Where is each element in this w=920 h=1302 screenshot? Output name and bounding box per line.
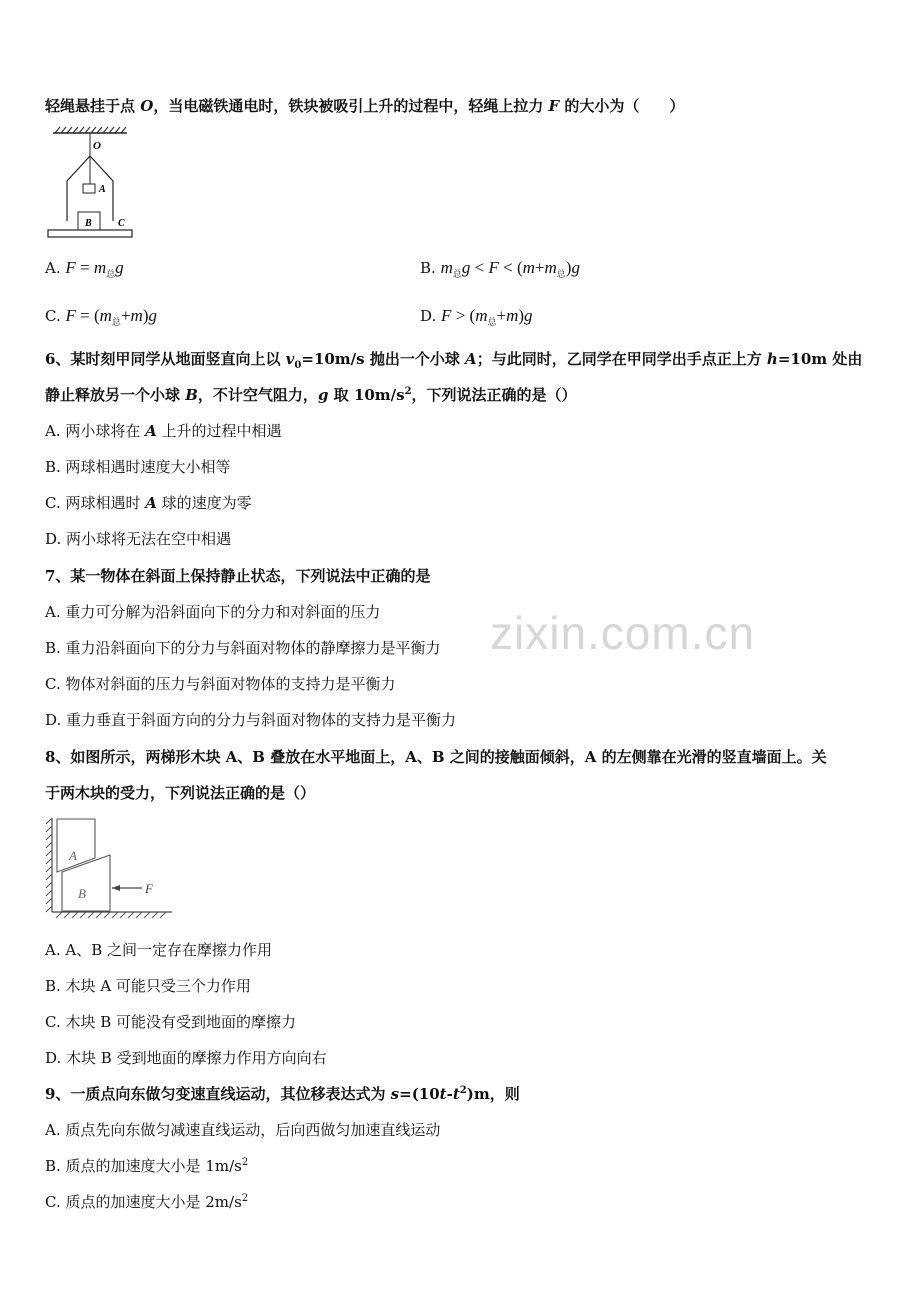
q6-option-a-text: A. 两小球将在 bbox=[45, 422, 146, 440]
q6-g: g bbox=[317, 386, 329, 404]
q5-stem-text2: ，当电磁铁通电时，铁块被吸引上升的过程中，轻绳上拉力 bbox=[153, 97, 549, 115]
q5-option-b-letter: B. bbox=[420, 259, 436, 277]
q8-stem-line1: 8、如图所示，两梯形木块 A、B 叠放在水平地面上，A、B 之间的接触面倾斜，A 的左侧靠在光滑的竖直墙面上。关 bbox=[45, 748, 827, 766]
q5-option-b[interactable] bbox=[420, 258, 580, 284]
q5-option-d-formula: $F > (m_总+m)g$ bbox=[441, 306, 533, 327]
q9-minus: - bbox=[446, 1085, 453, 1103]
q6-option-a[interactable] bbox=[45, 421, 282, 441]
q9-text: )m，则 bbox=[466, 1085, 520, 1103]
q5-option-b-formula: $m_总g < F < (m+m_总)g$ bbox=[440, 258, 580, 279]
q5-fig-label-C: C bbox=[118, 218, 125, 229]
q6-text: ，下列说法正确的是（） bbox=[411, 386, 577, 404]
q6-option-c-text2: 球的速度为零 bbox=[156, 494, 252, 512]
q5-stem bbox=[45, 96, 684, 116]
q6-text: =10m 处由 bbox=[777, 350, 863, 368]
q9-option-a[interactable]: A. 质点先向东做匀减速直线运动，后向西做匀加速直线运动 bbox=[45, 1121, 441, 1139]
q9-text: 9、一质点向东做匀变速直线运动，其位移表达式为 bbox=[45, 1085, 391, 1103]
q5-fig-label-O: O bbox=[93, 140, 101, 152]
q6-ballA: A bbox=[465, 350, 477, 368]
q7-option-c[interactable]: C. 物体对斜面的压力与斜面对物体的支持力是平衡力 bbox=[45, 675, 396, 693]
q6-ballB: B bbox=[185, 386, 198, 404]
q6-v0-sub: 0 bbox=[294, 360, 302, 371]
q8-option-a[interactable]: A. A、B 之间一定存在摩擦力作用 bbox=[45, 941, 272, 959]
q8-option-d[interactable]: D. 木块 B 受到地面的摩擦力作用方向向右 bbox=[45, 1049, 327, 1067]
q8-option-c[interactable]: C. 木块 B 可能没有受到地面的摩擦力 bbox=[45, 1013, 297, 1031]
q5-fig-label-A: A bbox=[99, 184, 106, 195]
q5-stem-text: 轻绳悬挂于点 bbox=[45, 97, 141, 115]
q6-option-a-A: A bbox=[145, 422, 157, 440]
q6-option-d[interactable]: D. 两小球将无法在空中相遇 bbox=[45, 530, 232, 548]
q7-stem: 7、某一物体在斜面上保持静止状态，下列说法中正确的是 bbox=[45, 567, 431, 585]
q6-text: 6、某时刻甲同学从地面竖直向上以 bbox=[45, 350, 286, 368]
q6-v0: v bbox=[285, 350, 295, 368]
q7-option-d[interactable]: D. 重力垂直于斜面方向的分力与斜面对物体的支持力是平衡力 bbox=[45, 711, 457, 729]
q5-option-c-formula: $F = (m_总+m)g$ bbox=[65, 306, 157, 327]
q5-option-c[interactable] bbox=[45, 306, 157, 332]
q5-option-c-letter: C. bbox=[45, 307, 61, 325]
q6-text: ；与此同时，乙同学在甲同学出手点正上方 bbox=[476, 350, 767, 368]
q9-stem bbox=[45, 1084, 520, 1104]
q6-stem-line2 bbox=[45, 385, 577, 405]
q9-t: t bbox=[439, 1085, 447, 1103]
q6-h: h bbox=[766, 350, 778, 368]
q7-option-b[interactable]: B. 重力沿斜面向下的分力与斜面对物体的静摩擦力是平衡力 bbox=[45, 639, 441, 657]
q8-fig-label-B: B bbox=[78, 886, 86, 901]
q5-stem-text3: 的大小为（ ） bbox=[559, 97, 685, 115]
q8-option-b[interactable]: B. 木块 A 可能只受三个力作用 bbox=[45, 977, 251, 995]
q9-s: s bbox=[390, 1085, 400, 1103]
q8-fig-label-A: A bbox=[69, 848, 77, 863]
q6-stem-line1 bbox=[45, 349, 862, 369]
q6-option-a-text2: 上升的过程中相遇 bbox=[156, 422, 282, 440]
q9-option-b-text: B. 质点的加速度大小是 1m/s bbox=[45, 1157, 242, 1175]
q9-option-b[interactable] bbox=[45, 1156, 248, 1176]
q5-figure bbox=[45, 126, 140, 241]
q9-option-c[interactable] bbox=[45, 1192, 248, 1212]
q8-figure bbox=[42, 816, 177, 920]
q5-option-d[interactable] bbox=[420, 306, 533, 332]
q6-text: ，不计空气阻力， bbox=[197, 386, 318, 404]
q5-stem-O: O bbox=[140, 97, 154, 115]
q7-option-a[interactable]: A. 重力可分解为沿斜面向下的分力和对斜面的压力 bbox=[45, 603, 381, 621]
q6-text: 取 10m/s bbox=[328, 386, 405, 404]
q9-option-b-sup: 2 bbox=[241, 1157, 249, 1168]
q5-option-a[interactable] bbox=[45, 258, 124, 284]
q9-option-c-sup: 2 bbox=[241, 1193, 249, 1204]
q6-option-c-A: A bbox=[145, 494, 157, 512]
q5-fig-label-B: B bbox=[85, 218, 92, 229]
q5-option-a-letter: A. bbox=[45, 259, 61, 277]
q9-sup: 2 bbox=[459, 1085, 467, 1096]
q5-stem-F: F bbox=[548, 97, 560, 115]
q6-option-c-text: C. 两球相遇时 bbox=[45, 494, 146, 512]
q6-option-b[interactable]: B. 两球相遇时速度大小相等 bbox=[45, 458, 231, 476]
q9-option-c-text: C. 质点的加速度大小是 2m/s bbox=[45, 1193, 242, 1211]
q5-option-d-letter: D. bbox=[420, 307, 437, 325]
q6-text: 静止释放另一个小球 bbox=[45, 386, 186, 404]
q6-option-c[interactable] bbox=[45, 493, 252, 513]
q9-text: =(10 bbox=[399, 1085, 440, 1103]
watermark: zixin.com.cn bbox=[490, 607, 756, 659]
q6-sup: 2 bbox=[404, 386, 412, 397]
q8-stem-line2: 于两木块的受力，下列说法正确的是（） bbox=[45, 784, 316, 802]
q9-t: t bbox=[452, 1085, 460, 1103]
q8-fig-label-F: F bbox=[145, 881, 153, 896]
q6-text: =10m/s 抛出一个小球 bbox=[301, 350, 466, 368]
q5-option-a-formula: $F = m_总g$ bbox=[65, 258, 124, 279]
